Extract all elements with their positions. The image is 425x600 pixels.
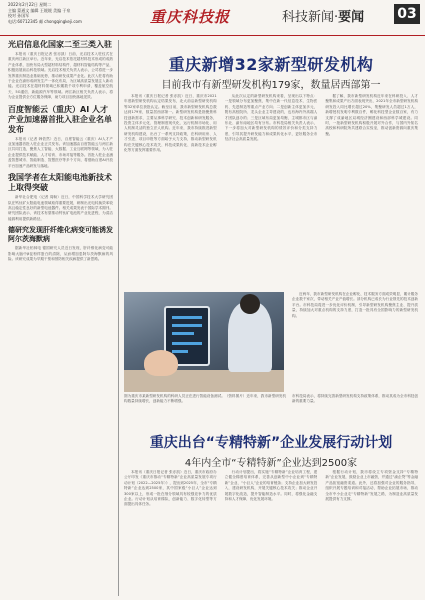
photo-caption: 图为重庆市某新型研发机构的科研人员正在进行智能设备测试。（资料图片）近年来，我市新型研发机构数量持续增长，创新能力不断增强。 <box>124 394 286 404</box>
meta-line: 校对 孙国军 <box>8 13 30 19</box>
sidebar-article <box>8 226 113 262</box>
masthead <box>0 0 425 36</box>
photo-person-head <box>240 294 260 314</box>
sidebar-article-body: 据新华社柏林电 德国研究人员近日发现，肝纤维化病变可能影响大脑中β淀粉样蛋白的清除，从而增加患阿尔茨海默病的风险。该研究成果为早期干预和预防相关疾病提供了新思路。 <box>8 246 113 261</box>
photo-side-column: 近两年，我市新型研发机构在企业孵化、技术服务方面成效明显，累计服务企业数千家次，带动相关产业产值增长。部分机构已成长为行业领先的技术创新平台。市科技局将进一步优化评价机制，引导新型研发机构聚焦主业、提升质量，持续加大对重点机构的支持力度，打造一批具有全国影响力的新型研发机构。 <box>292 292 418 318</box>
second-article-column: 行动计划提出，将实施“专精特新”企业培育工程，建立健全梯度培育体系，完善从创新型中小企业到“专精特新”企业、“小巨人”企业的培育链条；支持企业加大研发投入，建设研发机构，开展关键核心技术攻关；推动企业开展数字化改造，提升智能制造水平。同时，将强化金融支持和人才保障，优化发展环境。 <box>224 470 318 502</box>
main-article-column: 从此次认定的新型研发机构来看，呈现出以下特点：一是领域分布更加聚焦，集中在新一代信息技术、生物医药、先进制造等重点产业方向；二是创新主体更加多元，既有高校院所、龙头企业主导建设的，也有海内外高端人才团队创办的；三是区域布局更加均衡，主城都市区与渝东北、渝东南地区均有分布。市科技局相关负责人表示，下一步将加大对新型研发机构的绩效评价和分类支持力度，引导其提升研发能力和成果转化水平，更好服务全市经济社会高质量发展。 <box>224 94 318 142</box>
sidebar-article <box>8 40 113 101</box>
meta-line: 主编 蒙通文 编辑 王媛媛 美编 于泉 <box>8 7 71 13</box>
section-name-bold: 要闻 <box>338 10 365 25</box>
main-article-column: 据了解，我市新型研发机构近年来在科研投入、人才聚集和成果产出方面表现突出，2021年全市新型研发机构研发投入同比增长超过20%，集聚研发人员超过1万人，新增授权发明专利数百件，孵化科技型企业数百家，有力支撑了成渝地区双城经济圈建设和西部科学城建设。同时，一批新型研发机构积极开展对外合作，与国内外知名高校和科研院所共建联合实验室，推动创新资源向重庆集聚。 <box>325 94 419 136</box>
masthead-meta <box>8 2 128 24</box>
second-article-columns <box>124 470 418 596</box>
news-photo <box>124 292 284 392</box>
main-article-columns <box>124 94 418 290</box>
photo-caption-right: 市科技局表示，将持续完善新型研发机构支持政策体系，推动其成为全市科技创新的重要力量。 <box>292 394 418 404</box>
second-article-column: 根据行动计划，我市将设立专项资金支持“专精特新”企业发展，鼓励企业上市融资，并通过“渝企贷”等金融产品拓宽融资渠道。此外，还将加强对企业的服务指导，组织开展专题培训和对接活动，帮助企业拓展市场，推动全市中小企业走“专精特新”发展之路，为制造业高质量发展提供有力支撑。 <box>325 470 419 502</box>
page-number: 03 <box>394 4 420 24</box>
sidebar-article-title: 我国学者在太阳能电池新技术上取得突破 <box>8 173 112 193</box>
sidebar-article <box>8 105 113 169</box>
section-title <box>282 6 364 25</box>
main-headline: 重庆新增32家新型研发机构 <box>168 55 374 74</box>
main-article-column: 本报讯（重庆日报记者 张亦凯）近日，重庆市2021年度新型研发机构认定结果发布，北大前沿新型研发机构等32家单位获批认定。截至目前，我市新型研发机构总数达到179家，数量居西部第一。新型研发机构是指聚焦科技创新需求，主要从事科学研究、技术创新和研发服务，投资主体多元化、管理制度现代化、运行机制市场化、用人机制灵活的独立法人机构。近年来，我市持续推进新型研发机构建设，出台了一系列支持政策，在科研用房、人才引进、项目申报等方面给予大力支持，推动新型研发机构在关键核心技术攻关、科技成果转化、高新技术企业孵化等方面发挥重要作用。 <box>124 94 217 153</box>
column-divider <box>118 40 119 596</box>
sidebar <box>8 40 113 596</box>
sidebar-article-title: 光启信息化国家二至三类入驻 <box>8 40 112 49</box>
sidebar-article-title: 百度智能云（重庆）AI 人才产业加速器首批入驻企业名单发布 <box>8 104 112 134</box>
sidebar-article-body: 本报讯（重庆日报记者 张亦凯）日前，光启技术入驻仪式在重庆两江新区举行。近年来，光启技术依托超材料技术形成的成熟产业体系，加快布局大型超材料结构件、超材料智能结构等产品，积极拓展前沿科技领域。光启技术相关负责人表示，公司将进一步发挥重庆制造业基础优势，推动研发成果产业化。此次入驻将有助于企业在渝形成研发生产一体化布局，为区域高质量发展注入新动能。光启技术在超材料领域已积累数千项专利申请，覆盖航空航天、5G通信、新能源汽车等领域。两江新区相关负责人表示，将为企业提供全方位服务保障，助力项目加快落地见效。 <box>8 52 113 100</box>
meta-line: 2022年2月22日 星期二 <box>8 2 52 7</box>
newspaper-logo: 重庆科技报 <box>150 8 231 26</box>
second-article-column: 本报讯（重庆日报记者 张亦凯）近日，重庆市政府办公厅印发《重庆市推动“专精特新”企业高质量发展专项行动计划（2022—2025年）》，提出到2025年，全市“专精特新”企业达到2500家，其中国家级“小巨人”企业达到300家以上，形成一批在细分领域具有较强竞争力的优质企业。行动计划从培育梯队、创新能力、数字化转型等方面提出具体任务。 <box>124 470 217 507</box>
second-headline: 重庆出台“专精特新”企业发展行动计划 <box>149 435 393 451</box>
sidebar-article-body: 本报讯（记者 韩依然）近日，百度智能云（重庆）AI人才产业加速器首批入驻企业正式发布。该加速器由百度智能云与两江新区共同打造，聚焦人工智能、大数据、工业互联网等领域，为入驻企业提供技术赋能、人才培育、市场对接等服务。首批入驻企业涵盖智慧城市、智能制造、智慧医疗等多个方向，将借助百度AI开放平台加速产品研发与落地。 <box>8 136 113 168</box>
main-subheadline: 目前我市有新型研发机构179家，数量居西部第一 <box>161 80 381 91</box>
section-name: 科技新闻· <box>282 10 339 25</box>
sidebar-article-body: 新华社合肥电（记者 周畅）近日，中国科学技术大学研究团队在钙钛矿太阳能电池领域取得重要进展，研制出光电转换效率较高且稳定性良好的新型电池器件。相关成果发表于国际学术期刊。研究团队表示，该技术有望推动钙钛矿电池的产业化进程，为清洁能源利用提供新路径。 <box>8 195 113 221</box>
meta-line: 电话:60712345 邮 chongqingkeji.com <box>8 18 82 24</box>
second-subheadline: 4年内全市“专精特新”企业达到2500家 <box>184 458 358 469</box>
sidebar-article <box>8 173 113 222</box>
sidebar-article-title: 德研究发现肝纤维化病变可能诱发阿尔茨海默病 <box>8 226 113 244</box>
photo-hand <box>144 350 178 376</box>
